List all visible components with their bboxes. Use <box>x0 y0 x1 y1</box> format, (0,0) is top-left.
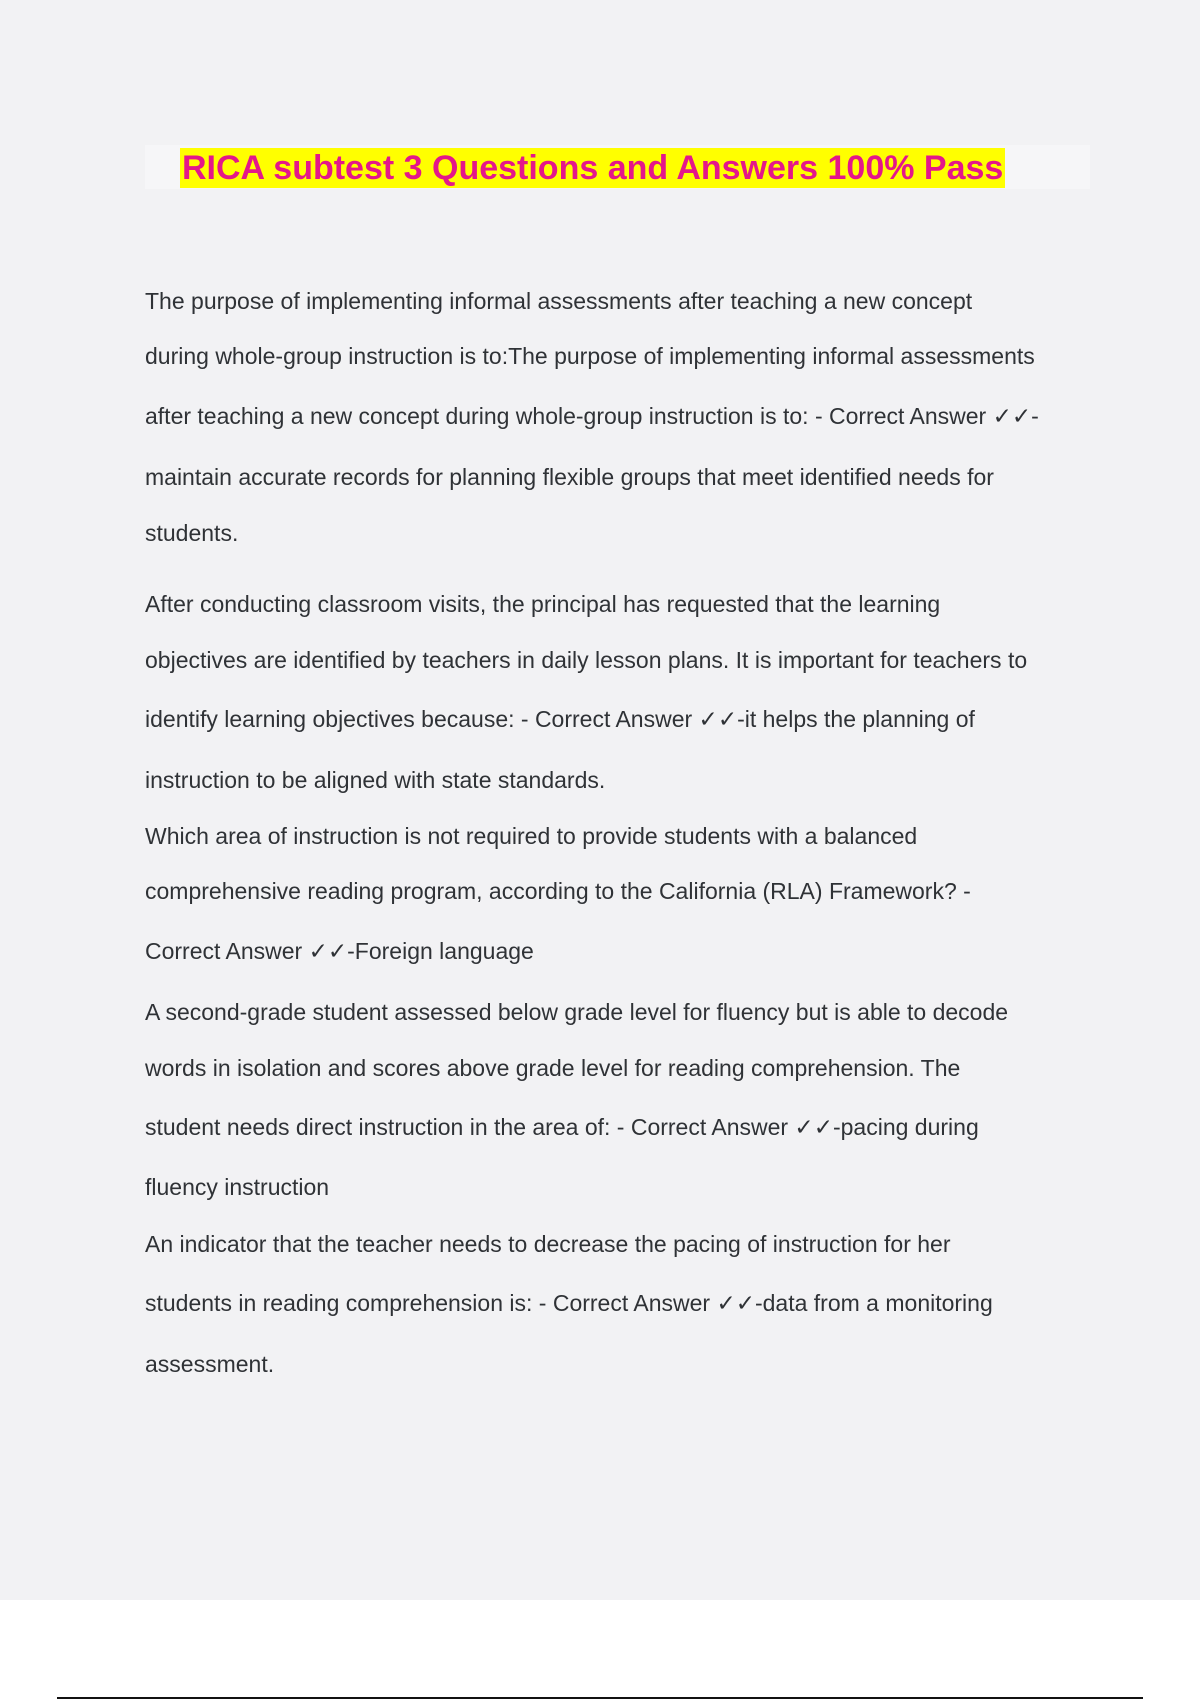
footer-divider <box>57 1697 1143 1699</box>
qa-line: Correct Answer ✓✓-Foreign language <box>145 938 534 964</box>
qa-line: The purpose of implementing informal assessments after teaching a new concept <box>145 288 973 314</box>
qa-line: A second-grade student assessed below grade level for fluency but is able to decode <box>145 999 1009 1025</box>
qa-line: identify learning objectives because: - Correct Answer ✓✓-it helps the planning of <box>145 706 975 732</box>
qa-line: comprehensive reading program, according to the California (RLA) Framework? - <box>145 878 971 904</box>
qa-line: assessment. <box>145 1351 275 1377</box>
qa-line: Which area of instruction is not required to provide students with a balanced <box>145 823 918 849</box>
qa-line: during whole-group instruction is to:The purpose of implementing informal assessments <box>145 343 1035 369</box>
qa-line: fluency instruction <box>145 1174 330 1200</box>
qa-line: maintain accurate records for planning flexible groups that meet identified needs for <box>145 464 994 490</box>
qa-line: students. <box>145 520 239 546</box>
qa-line: students in reading comprehension is: - Correct Answer ✓✓-data from a monitoring <box>145 1290 993 1316</box>
qa-line: After conducting classroom visits, the principal has requested that the learning <box>145 591 941 617</box>
qa-line: words in isolation and scores above grade level for reading comprehension. The <box>145 1055 961 1081</box>
qa-line: An indicator that the teacher needs to decrease the pacing of instruction for her <box>145 1231 951 1257</box>
qa-line: student needs direct instruction in the area of: - Correct Answer ✓✓-pacing during <box>145 1114 979 1140</box>
qa-line: after teaching a new concept during whole-group instruction is to: - Correct Answer ✓✓- <box>145 403 1039 429</box>
qa-line: objectives are identified by teachers in daily lesson plans. It is important for teachers to <box>145 647 1028 673</box>
qa-line: instruction to be aligned with state standards. <box>145 767 606 793</box>
document-title: RICA subtest 3 Questions and Answers 100% Pass <box>182 149 1004 187</box>
